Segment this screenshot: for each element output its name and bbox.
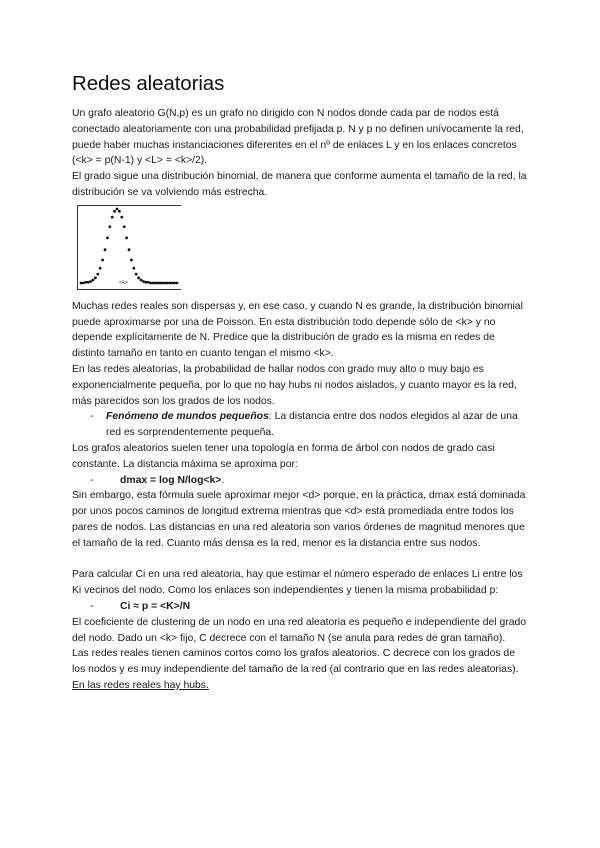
distribution-point xyxy=(123,225,126,228)
distribution-point xyxy=(147,281,150,284)
paragraph-real-networks xyxy=(72,646,530,693)
distribution-point xyxy=(159,281,162,284)
distribution-point xyxy=(101,258,104,261)
dmax-formula: dmax = log N/log<k> xyxy=(120,474,222,486)
bullet-clustering-formula xyxy=(72,599,530,615)
distribution-point xyxy=(82,281,85,284)
distribution-point xyxy=(125,236,128,239)
distribution-point xyxy=(142,280,145,283)
distribution-point xyxy=(132,267,135,270)
distribution-point xyxy=(140,278,143,281)
distribution-point xyxy=(135,273,138,276)
degree-distribution-chart xyxy=(77,205,181,293)
hubs-underlined-text: En las redes reales hay hubs. xyxy=(72,679,209,691)
paragraph-tree-topology: Los grafos aleatorios suelen tener una topología en forma de árbol con nodos de grado casi constante. La distancia máxima se aproxima por: xyxy=(72,442,495,470)
distribution-point xyxy=(171,281,174,284)
bullet-dash: - xyxy=(90,411,94,423)
distribution-point xyxy=(113,210,116,213)
distribution-point xyxy=(92,278,95,281)
clustering-formula: Ci ≈ p = <K>/N xyxy=(120,600,191,612)
distribution-point xyxy=(96,273,99,276)
distribution-point xyxy=(144,281,147,284)
distribution-point xyxy=(166,281,169,284)
distribution-point xyxy=(152,281,155,284)
distribution-point xyxy=(99,267,102,270)
distribution-point xyxy=(108,225,111,228)
paragraph-no-hubs: En las redes aleatorias, la probabilidad de hallar nodos con grado muy alto o muy bajo es exponencialmente pequeña, por lo que no hay hubs ni nodos aislados, y cuanto mayor es la red, más parecidos son los grados de los nodos. xyxy=(72,363,517,407)
blank-line xyxy=(72,552,530,568)
distribution-point xyxy=(137,276,140,279)
paragraph-clustering-intro: Para calcular Ci en una red aleatoria, hay que estimar el número esperado de enlaces Li entre los Ki vecinos del nodo. Como los enlaces son independientes y tienen la misma probabilidad p: xyxy=(72,569,523,597)
real-networks-text: Las redes reales tienen caminos cortos como los grafos aleatorios. C decrece con los grados de los nodos y es muy independiente del tamaño de la red (al contrario que en las redes aleatorias). xyxy=(72,648,519,676)
distribution-point xyxy=(128,248,131,251)
small-world-term: Fenómeno de mundos pequeños xyxy=(106,411,269,423)
bullet-dmax-formula xyxy=(72,473,530,489)
page-title: Redes aleatorias xyxy=(72,72,225,95)
distribution-point xyxy=(116,207,119,210)
paragraph-poisson: Muchas redes reales son dispersas y, en ese caso, y cuando N es grande, la distribución binomial puede aproximarse por una de Poisson. En esta distribución todo depende sólo de <k> y no depende explícitamente de N. Predice que la distribución de grado es la misma en redes de distinto tamaño en tanto en cuanto tengan el mismo <k>. xyxy=(72,300,523,360)
distribution-point xyxy=(104,248,107,251)
paragraph-clustering-coefficient: El coeficiente de clustering de un nodo en una red aleatoria es pequeño e independiente del grado del nodo. Dado un <k> fijo, C decrece con el tamaño N (se anula para redes de gran tamaño). xyxy=(72,616,527,644)
distribution-point xyxy=(168,281,171,284)
document-page xyxy=(72,72,530,694)
distribution-point xyxy=(80,281,83,284)
distribution-point xyxy=(89,280,92,283)
distribution-point xyxy=(118,210,121,213)
distribution-point xyxy=(111,216,114,219)
small-world-definition: : La distancia entre dos nodos elegidos al azar de una red es sorprendentemente pequeña. xyxy=(106,411,518,439)
distribution-point xyxy=(87,281,90,284)
distribution-point xyxy=(84,281,87,284)
distribution-point xyxy=(149,281,152,284)
distribution-point xyxy=(154,281,157,284)
distribution-point xyxy=(130,258,133,261)
degree-distribution-figure xyxy=(77,205,181,293)
paragraph-binomial: El grado sigue una distribución binomial, de manera que conforme aumenta el tamaño de la red, la distribución se va volviendo más estrecha. xyxy=(72,171,527,198)
paragraph-definition: Un grafo aleatorio G(N,p) es un grafo no dirigido con N nodos donde cada par de nodos está conectado aleatoriamente con una probabilidad prefijada p. N y p no definen unívocamente la red, puede haber muchas instanciaciones diferentes en el nº de enlaces L y en los enlaces concretos (<k> = p(N-1) y <L> = <k>/2). xyxy=(72,108,524,167)
distribution-point xyxy=(94,276,97,279)
distribution-point xyxy=(164,281,167,284)
bullet-dash: - xyxy=(90,474,94,486)
paragraph-average-distance: Sin embargo, esta fórmula suele aproximar mejor <d> porque, en la práctica, dmax está dominada por unos pocos caminos de longitud extrema mientras que <d> está promediada entre todos los pares de nodos. Las distancias en una red aleatoria son varios órdenes de magnitud menores que el tamaño de la red. Cuanto más densa es la red, menor es la distancia entre sus nodos. xyxy=(72,490,526,549)
distribution-point xyxy=(161,281,164,284)
distribution-point xyxy=(120,216,123,219)
distribution-point xyxy=(173,281,176,284)
formula-period: . xyxy=(221,474,225,486)
bullet-small-world xyxy=(72,409,530,441)
distribution-point xyxy=(156,281,159,284)
distribution-point xyxy=(176,281,179,284)
distribution-point xyxy=(106,236,109,239)
bullet-dash: - xyxy=(90,600,94,612)
mean-degree-label: <k> xyxy=(119,279,129,286)
